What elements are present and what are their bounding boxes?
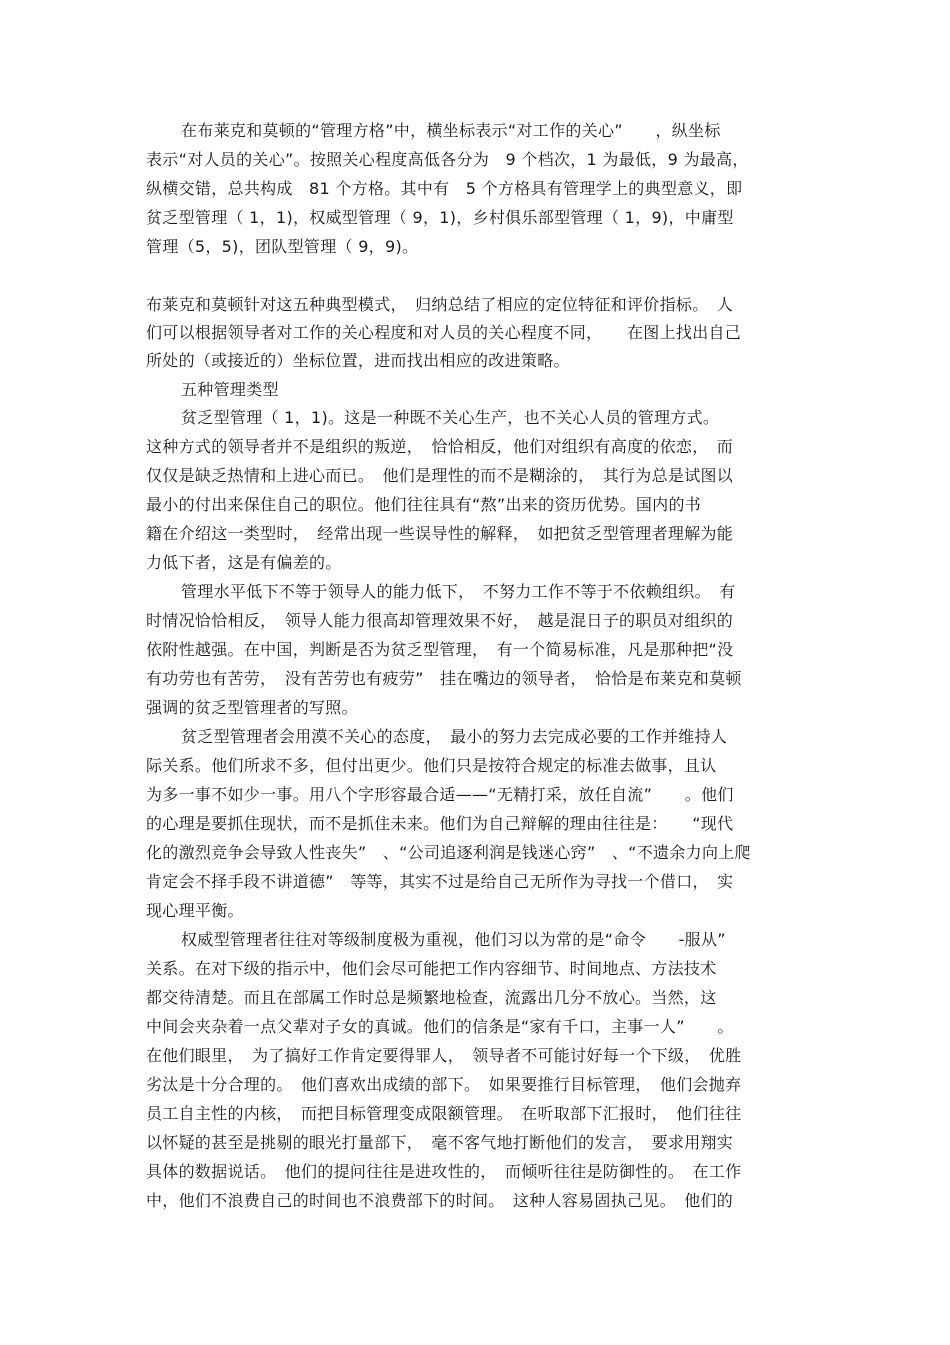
paragraph-line: 时情况恰恰相反， 领导人能力很高却管理效果不好， 越是混日子的职员对组织的 [146,611,734,630]
paragraph-line: 们可以根据领导者对工作的关心程度和对人员的关心程度不同， 在图上找出自己 [146,323,742,342]
paragraph-line: 在布莱克和莫顿的“管理方格”中，横坐标表示“对工作的关心” ，纵坐标 [181,121,721,140]
paragraph-line: 表示“对人员的关心”。按照关心程度高低各分为 9 个档次，1 为最低，9 为最高， [146,150,749,169]
paragraph-line: 中，他们不浪费自己的时间也不浪费部下的时间。 这种人容易固执己见。 他们的 [146,1191,734,1210]
paragraph-line: 际关系。他们所求不多，但付出更少。他们只是按符合规定的标准去做事，且认 [146,756,717,775]
paragraph-line: 以怀疑的甚至是挑剔的眼光打量部下， 毫不客气地打断他们的发言， 要求用翔实 [146,1133,734,1152]
paragraph-line: 最小的付出来保住自己的职位。他们往往具有“熬”出来的资历优势。国内的书 [146,495,702,514]
paragraph-line: 肯定会不择手段不讲道德” 等等，其实不过是给自己无所作为寻找一个借口， 实 [146,872,734,891]
paragraph-line: 为多一事不如少一事。用八个字形容最合适——“无精打采，放任自流” 。他们 [146,785,734,804]
paragraph-line: 贫乏型管理（ 1，1)。这是一种既不关心生产，也不关心人员的管理方式。 [181,408,720,427]
paragraph-line: 这种方式的领导者并不是组织的叛逆， 恰恰相反，他们对组织有高度的依恋， 而 [146,437,734,456]
paragraph-line: 仅仅是缺乏热情和上进心而已。 他们是理性的而不是糊涂的， 其行为总是试图以 [146,466,734,485]
section-heading: 五种管理类型 [181,380,279,399]
paragraph-line: 贫乏型管理者会用漠不关心的态度， 最小的努力去完成必要的工作并维持人 [181,727,728,746]
paragraph-line: 纵横交错，总共构成 81 个方格。其中有 5 个方格具有管理学上的典型意义，即 [146,179,743,198]
paragraph-line: 劣汰是十分合理的。 他们喜欢出成绩的部下。 如果要推行目标管理， 他们会抛弃 [146,1075,742,1094]
paragraph-line: 布莱克和莫顿针对这五种典型模式， 归纳总结了相应的定位特征和评价指标。 人 [146,295,734,314]
paragraph-line: 关系。在对下级的指示中，他们会尽可能把工作内容细节、时间地点、方法技术 [146,959,717,978]
paragraph-line: 强调的贫乏型管理者的写照。 [146,698,358,717]
paragraph-line: 中间会夹杂着一点父辈对子女的真诚。他们的信条是“家有千口，主事一人” 。 [146,1017,734,1036]
paragraph-line: 权威型管理者往往对等级制度极为重视，他们习以为常的是“命令 -服从” [181,930,726,949]
paragraph-line: 具体的数据说话。 他们的提问往往是进攻性的， 而倾听往往是防御性的。 在工作 [146,1162,742,1181]
paragraph-line: 管理（5，5)，团队型管理（ 9，9)。 [146,237,419,256]
paragraph-line: 管理水平低下不等于领导人的能力低下， 不努力工作不等于不依赖组织。 有 [181,582,736,601]
paragraph-line: 化的激烈竞争会导致人性丧失” 、“公司追逐利润是钱迷心窍” 、“不遗余力向上爬 [146,843,751,862]
paragraph-line: 现心理平衡。 [146,901,244,920]
paragraph-line: 籍在介绍这一类型时， 经常出现一些误导性的解释， 如把贫乏型管理者理解为能 [146,524,734,543]
paragraph-line: 力低下者，这是有偏差的。 [146,553,342,572]
paragraph-line: 依附性越强。在中国，判断是否为贫乏型管理， 有一个简易标准，凡是那种把“没 [146,640,734,659]
paragraph-line: 有功劳也有苦劳， 没有苦劳也有疲劳” 挂在嘴边的领导者， 恰恰是布莱克和莫顿 [146,669,742,688]
paragraph-line: 员工自主性的内核， 而把目标管理变成限额管理。 在听取部下汇报时， 他们往往 [146,1104,742,1123]
paragraph-line: 贫乏型管理（ 1，1)，权威型管理（ 9，1)，乡村俱乐部型管理（ 1，9)，中庸型 [146,208,734,227]
paragraph-line: 都交待清楚。而且在部属工作时总是频繁地检查，流露出几分不放心。当然，这 [146,988,717,1007]
paragraph-line: 的心理是要抓住现状，而不是抓住未来。他们为自己辩解的理由往往是： “现代 [146,814,734,833]
paragraph-line: 所处的（或接近的）坐标位置，进而找出相应的改进策略。 [146,351,570,370]
paragraph-line: 在他们眼里， 为了搞好工作肯定要得罪人， 领导者不可能讨好每一个下级， 优胜 [146,1046,742,1065]
